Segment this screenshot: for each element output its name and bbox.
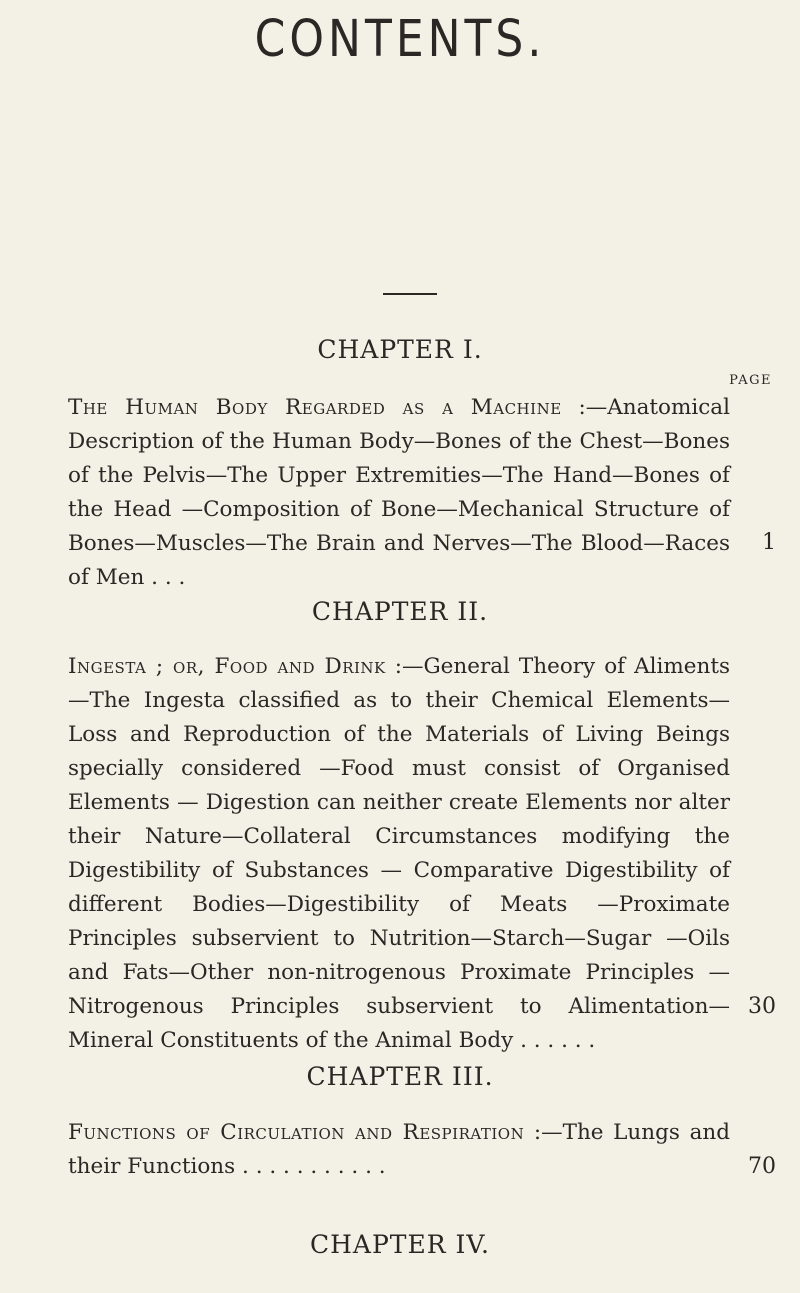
page-number: 70 bbox=[748, 1154, 776, 1179]
page-column-label: PAGE bbox=[729, 373, 772, 388]
chapter-summary bbox=[68, 391, 730, 595]
chapter-heading: CHAPTER I. bbox=[317, 335, 483, 364]
dot-leader: . . . . . . . . . . . bbox=[242, 1154, 386, 1179]
chapter-heading: CHAPTER III. bbox=[306, 1062, 494, 1091]
dot-leader: . . . bbox=[151, 565, 186, 590]
chapter-topic: Functions of Circulation and Respiration bbox=[68, 1120, 525, 1145]
chapter-description: :—Anatomical Description of the Human Body—Bones of the Chest—Bones of the Pelvis—The Upper Extremities—The Hand—Bones of the Head —Composition of Bone—Mechanical Structure of Bones—Muscles—The Brain and Nerves—The Blood—Races of Men bbox=[68, 395, 730, 590]
page-number: 30 bbox=[748, 994, 776, 1019]
chapter-topic: Ingesta ; or, Food and Drink bbox=[68, 654, 386, 679]
page-title: CONTENTS. bbox=[254, 10, 546, 69]
chapter-description: :—The Lungs and their Functions bbox=[68, 1120, 730, 1179]
chapter-heading: CHAPTER IV. bbox=[309, 1230, 490, 1259]
chapter-summary bbox=[68, 1116, 730, 1184]
title-rule bbox=[383, 293, 437, 295]
chapter-summary bbox=[68, 650, 730, 1058]
page-number: 1 bbox=[762, 530, 776, 555]
chapter-description: :—General Theory of Aliments—The Ingesta classified as to their Chemical Elements—Loss and Reproduction of the Materials of Living Beings specially considered —Food must consist of Organised Elements — Digestion can neither create Elements nor alter their Nature—Collateral Circumstances modifying the Digestibility of Substances — Comparative Digestibility of different Bodies—Digestibility of Meats —Proximate Principles subservient to Nutrition—Starch—Sugar —Oils and Fats—Other non-nitrogenous Proximate Principles —Nitrogenous Principles subservient to Alimentation—Mineral Constituents of the Animal Body bbox=[68, 654, 730, 1053]
chapter-topic: The Human Body Regarded as a Machine bbox=[68, 395, 562, 420]
dot-leader: . . . . . . bbox=[520, 1028, 596, 1053]
chapter-heading: CHAPTER II. bbox=[311, 597, 489, 626]
